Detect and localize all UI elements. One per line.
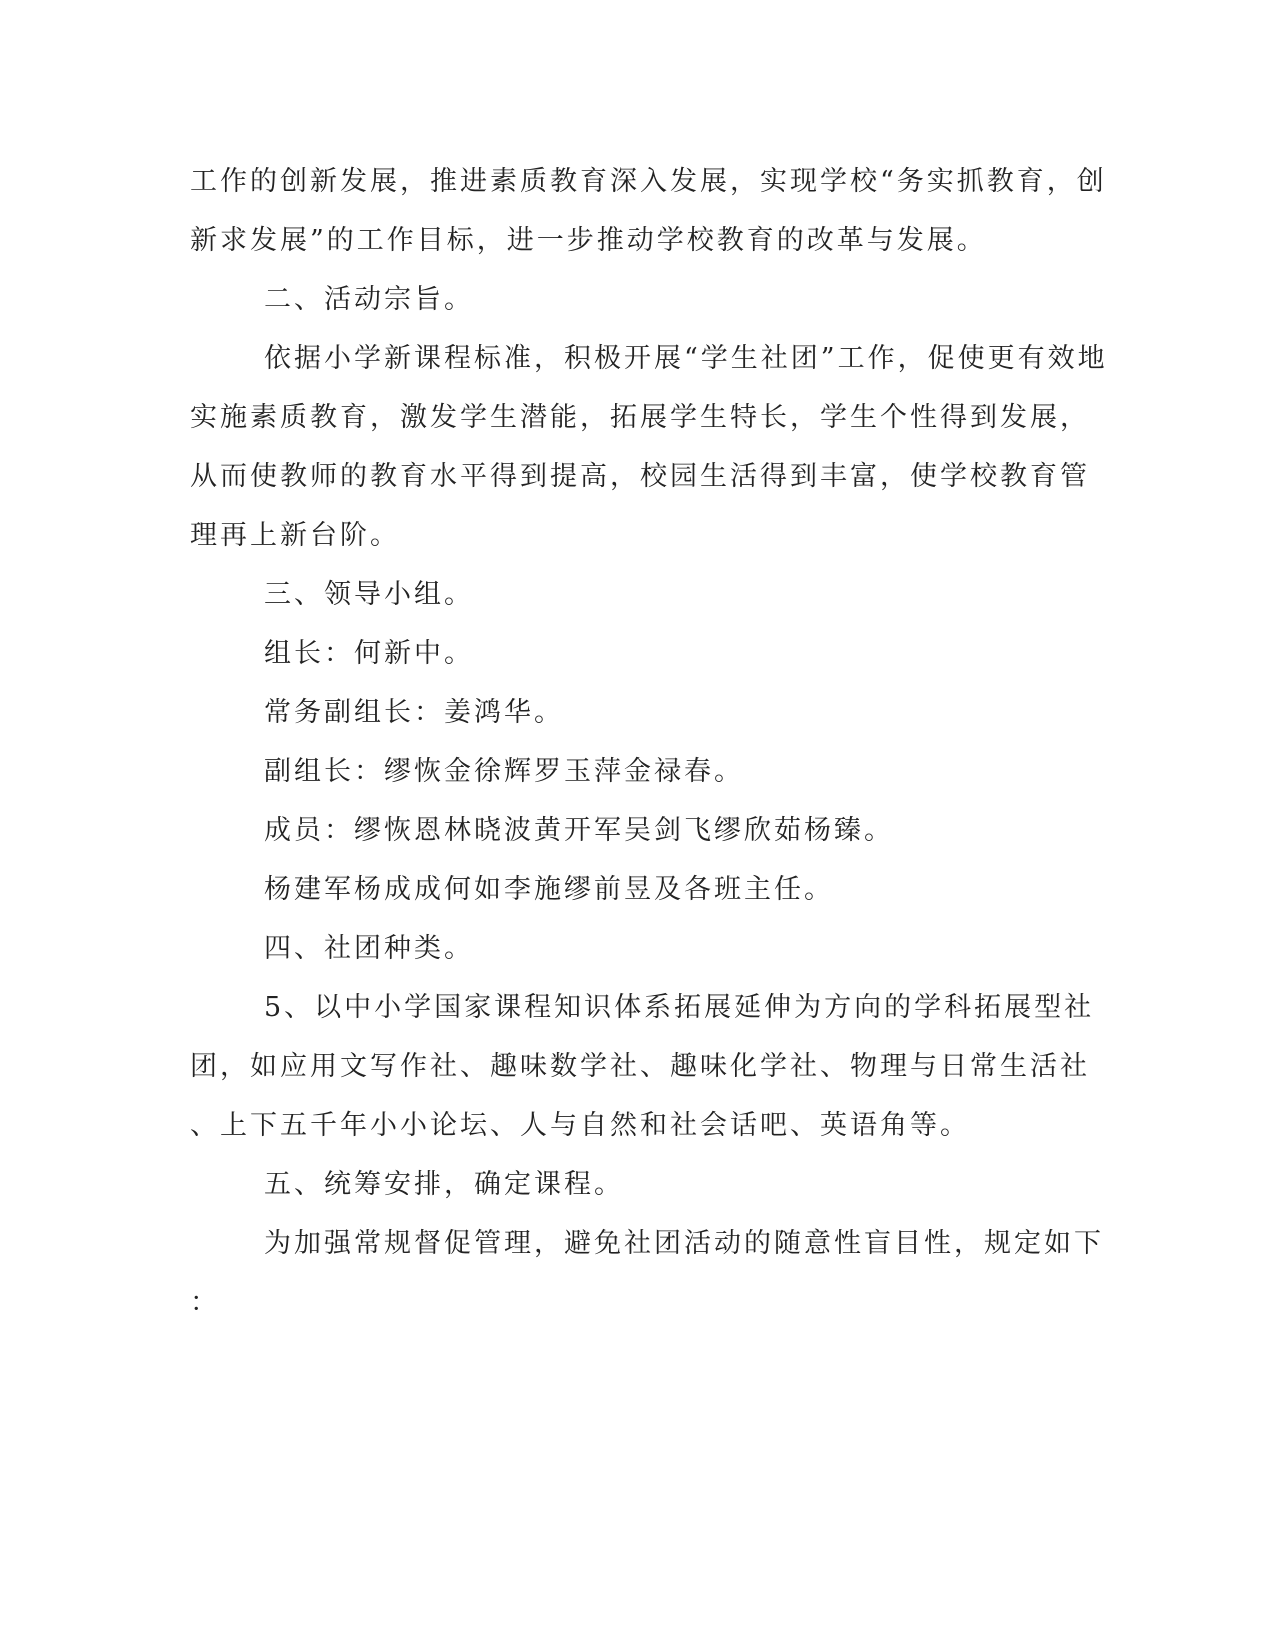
section-heading: 二、活动宗旨。 (264, 284, 474, 315)
paragraph-line: 工作的创新发展，推进素质教育深入发展，实现学校“务实抓教育，创 (190, 166, 1107, 197)
paragraph-line: 常务副组长：姜鸿华。 (264, 697, 564, 728)
paragraph-line: 从而使教师的教育水平得到提高，校园生活得到丰富，使学校教育管 (190, 461, 1090, 492)
paragraph-line: 团，如应用文写作社、趣味数学社、趣味化学社、物理与日常生活社 (190, 1051, 1090, 1082)
paragraph-line: 副组长：缪恢金徐辉罗玉萍金禄春。 (264, 756, 744, 787)
section-heading: 三、领导小组。 (264, 579, 474, 610)
paragraph-line: 依据小学新课程标准，积极开展“学生社团”工作，促使更有效地 (264, 343, 1108, 374)
paragraph-line: 组长：何新中。 (264, 638, 474, 669)
paragraph-line: 、上下五千年小小论坛、人与自然和社会话吧、英语角等。 (190, 1110, 970, 1141)
paragraph-line: 成员：缪恢恩林晓波黄开军吴剑飞缪欣茹杨臻。 (264, 815, 894, 846)
paragraph-line: 理再上新台阶。 (190, 520, 400, 551)
paragraph-line: 新求发展”的工作目标，进一步推动学校教育的改革与发展。 (190, 225, 987, 256)
paragraph-line: 杨建军杨成成何如李施缪前昱及各班主任。 (264, 874, 834, 905)
paragraph-line: 为加强常规督促管理，避免社团活动的随意性盲目性，规定如下 (264, 1228, 1104, 1259)
paragraph-line: ： (190, 1287, 220, 1318)
section-heading: 五、统筹安排，确定课程。 (264, 1169, 624, 1200)
section-heading: 四、社团种类。 (264, 933, 474, 964)
paragraph-line: 实施素质教育，激发学生潜能，拓展学生特长，学生个性得到发展， (190, 402, 1090, 433)
paragraph-line: 5、以中小学国家课程知识体系拓展延伸为方向的学科拓展型社 (264, 992, 1095, 1023)
